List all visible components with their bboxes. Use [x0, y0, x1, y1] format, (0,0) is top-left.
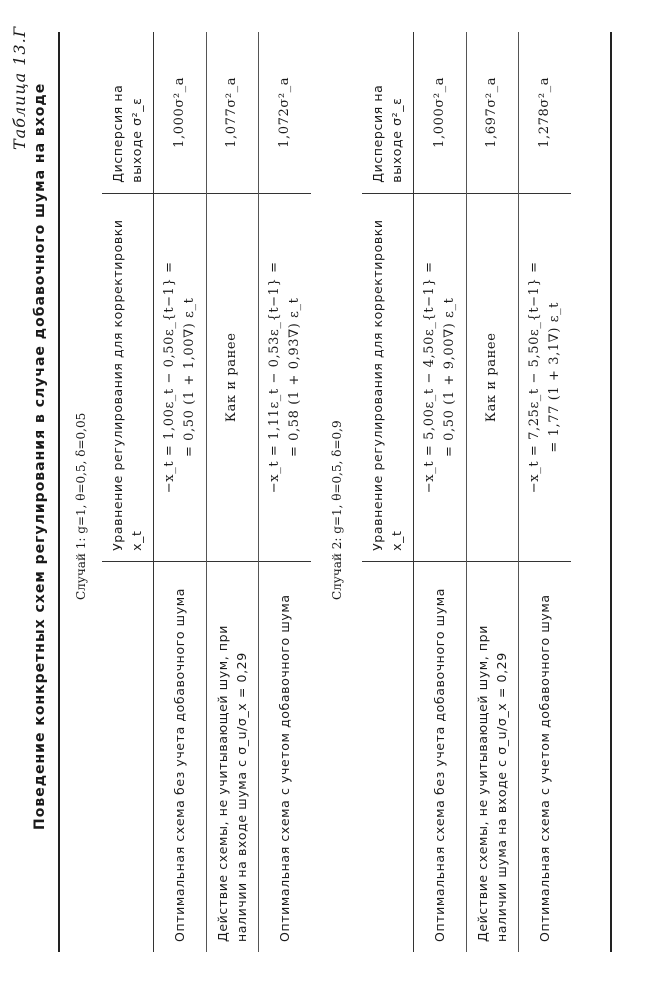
table-row [467, 32, 519, 952]
scheme-cell: Оптимальная схема с учетом добавочного шума [277, 594, 293, 942]
variance-cell: 1,077σ²_a [207, 32, 259, 193]
table-row [207, 32, 259, 952]
equation-cell [413, 193, 466, 561]
equation-cell [518, 193, 571, 561]
table-row [518, 32, 571, 952]
header-equation [362, 193, 413, 561]
scheme-cell: Оптимальная схема без учета добавочного шума [153, 561, 206, 952]
equation-line-1: −x_t = 1,11ε_t − 0,53ε_{t−1} = [266, 261, 282, 494]
case-2-table [362, 32, 571, 952]
variance-cell: 1,697σ²_a [467, 32, 519, 193]
scheme-cell: Оптимальная схема с учетом добавочного шума [537, 594, 553, 942]
equation-line-2: = 0,50 (1 + 9,00∇) ε_t [441, 297, 457, 458]
equation-cell [467, 193, 519, 561]
equation-cell [207, 193, 259, 561]
header-row [362, 32, 413, 952]
table-title: Поведение конкретных схем регулирования в случае добавочного шума на входе [32, 82, 48, 830]
equation-line-2: = 0,58 (1 + 0,93∇) ε_t [286, 297, 302, 458]
table-row [258, 32, 311, 952]
top-rule [58, 32, 60, 952]
equation-cell [153, 193, 206, 561]
case-1-label: Случай 1: g=1, θ=0,5, δ=0,05 [74, 412, 88, 600]
header-variance: Дисперсия на выходе σ²_ε [362, 32, 413, 193]
header-equation [102, 193, 153, 561]
equation-cell [258, 193, 311, 561]
header-row [102, 32, 153, 952]
variance-cell: 1,278σ²_a [536, 76, 552, 148]
header-equation-text: Уравнение регулирования для корректировки x_t [110, 219, 145, 551]
bottom-rule [610, 32, 612, 952]
table-row [413, 32, 466, 952]
header-scheme [362, 561, 413, 952]
scheme-cell: Действие схемы, не учитывающей шум, при наличии на входе шума с σ_u/σ_x = 0,29 [207, 561, 259, 952]
case-1-table [102, 32, 311, 952]
scheme-cell: Оптимальная схема без учета добавочного шума [413, 561, 466, 952]
header-equation-text: Уравнение регулирования для корректировки x_t [370, 219, 405, 551]
equation-line-1: Как и ранее [484, 332, 500, 423]
header-variance: Дисперсия на выходе σ²_ε [102, 32, 153, 193]
variance-cell: 1,000σ²_a [153, 32, 206, 193]
equation-line-1: −x_t = 7,25ε_t − 5,50ε_{t−1} = [526, 261, 542, 494]
table-row [153, 32, 206, 952]
case-2-label: Случай 2: g=1, θ=0,5, δ=0,9 [330, 420, 344, 600]
header-scheme [102, 561, 153, 952]
scheme-cell: Действие схемы, не учитывающей шум, при наличии шума на входе с σ_u/σ_x = 0,29 [467, 561, 519, 952]
equation-line-1: −x_t = 5,00ε_t − 4,50ε_{t−1} = [421, 261, 437, 494]
variance-cell: 1,072σ²_a [276, 76, 292, 148]
equation-line-1: −x_t = 1,00ε_t − 0,50ε_{t−1} = [161, 261, 177, 494]
table-number: Таблица 13.Г [10, 25, 29, 150]
variance-cell: 1,000σ²_a [413, 32, 466, 193]
equation-line-1: Как и ранее [224, 332, 240, 423]
equation-line-2: = 1,77 (1 + 3,1∇) ε_t [546, 301, 562, 453]
equation-line-2: = 0,50 (1 + 1,00∇) ε_t [181, 297, 197, 458]
